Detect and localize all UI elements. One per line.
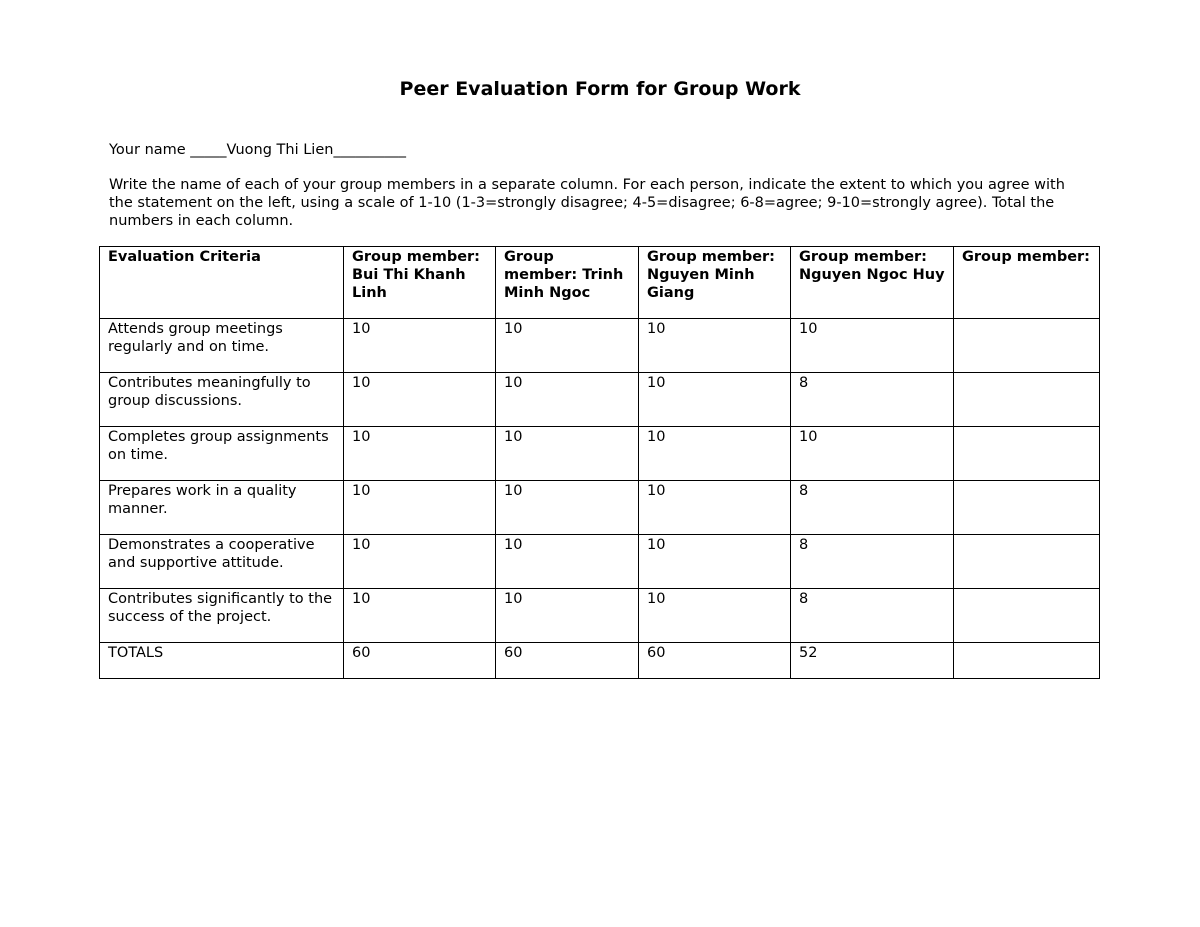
score-cell <box>954 589 1100 643</box>
score-cell: 10 <box>639 535 791 589</box>
score-cell: 8 <box>791 481 954 535</box>
criterion-cell: Contributes significantly to the success of the project. <box>100 589 344 643</box>
table-row <box>100 589 1100 643</box>
score-cell: 10 <box>639 589 791 643</box>
totals-label: TOTALS <box>100 643 344 679</box>
score-cell: 10 <box>639 373 791 427</box>
score-cell: 10 <box>344 373 496 427</box>
score-cell <box>954 535 1100 589</box>
score-cell: 10 <box>344 319 496 373</box>
member-header: Group member: Bui Thi Khanh Linh <box>344 247 496 319</box>
score-cell: 10 <box>496 481 639 535</box>
score-cell: 10 <box>496 589 639 643</box>
score-cell: 10 <box>496 427 639 481</box>
score-cell: 10 <box>344 535 496 589</box>
score-cell: 10 <box>791 427 954 481</box>
score-cell: 10 <box>639 319 791 373</box>
criterion-cell: Prepares work in a quality manner. <box>100 481 344 535</box>
table-header-row <box>100 247 1100 319</box>
member-header: Group member: Nguyen Ngoc Huy <box>791 247 954 319</box>
score-cell: 10 <box>496 319 639 373</box>
score-cell: 8 <box>791 589 954 643</box>
score-cell: 10 <box>791 319 954 373</box>
instructions-paragraph: Write the name of each of your group members in a separate column. For each person, indicate the extent to which you agree with the statement on the left, using a scale of 1-10 (1-3=strongly disagree; 4-5=disagree; 6-8=agree; 9-10=strongly agree). Total the numbers in each column. <box>109 177 1065 229</box>
evaluation-table <box>99 246 1100 679</box>
score-cell <box>954 319 1100 373</box>
score-cell: 10 <box>496 535 639 589</box>
score-cell: 10 <box>344 589 496 643</box>
score-cell: 10 <box>344 427 496 481</box>
table-row <box>100 427 1100 481</box>
score-cell: 8 <box>791 535 954 589</box>
member-header: Group member: Trinh Minh Ngoc <box>496 247 639 319</box>
totals-row <box>100 643 1100 679</box>
total-cell: 60 <box>344 643 496 679</box>
score-cell: 10 <box>639 481 791 535</box>
score-cell: 10 <box>496 373 639 427</box>
criterion-cell: Demonstrates a cooperative and supportive attitude. <box>100 535 344 589</box>
member-header: Group member: <box>954 247 1100 319</box>
criterion-cell: Attends group meetings regularly and on time. <box>100 319 344 373</box>
score-cell <box>954 481 1100 535</box>
total-cell: 60 <box>639 643 791 679</box>
criteria-header: Evaluation Criteria <box>100 247 344 319</box>
table-row <box>100 535 1100 589</box>
criterion-cell: Contributes meaningfully to group discussions. <box>100 373 344 427</box>
score-cell: 8 <box>791 373 954 427</box>
score-cell: 10 <box>639 427 791 481</box>
score-cell: 10 <box>344 481 496 535</box>
score-cell <box>954 373 1100 427</box>
total-cell: 60 <box>496 643 639 679</box>
criterion-cell: Completes group assignments on time. <box>100 427 344 481</box>
page-title: Peer Evaluation Form for Group Work <box>399 78 801 100</box>
table-row <box>100 481 1100 535</box>
total-cell: 52 <box>791 643 954 679</box>
your-name-line: Your name _____Vuong Thi Lien__________ <box>109 142 406 158</box>
table-row <box>100 373 1100 427</box>
table-row <box>100 319 1100 373</box>
score-cell <box>954 427 1100 481</box>
member-header: Group member: Nguyen Minh Giang <box>639 247 791 319</box>
total-cell <box>954 643 1100 679</box>
